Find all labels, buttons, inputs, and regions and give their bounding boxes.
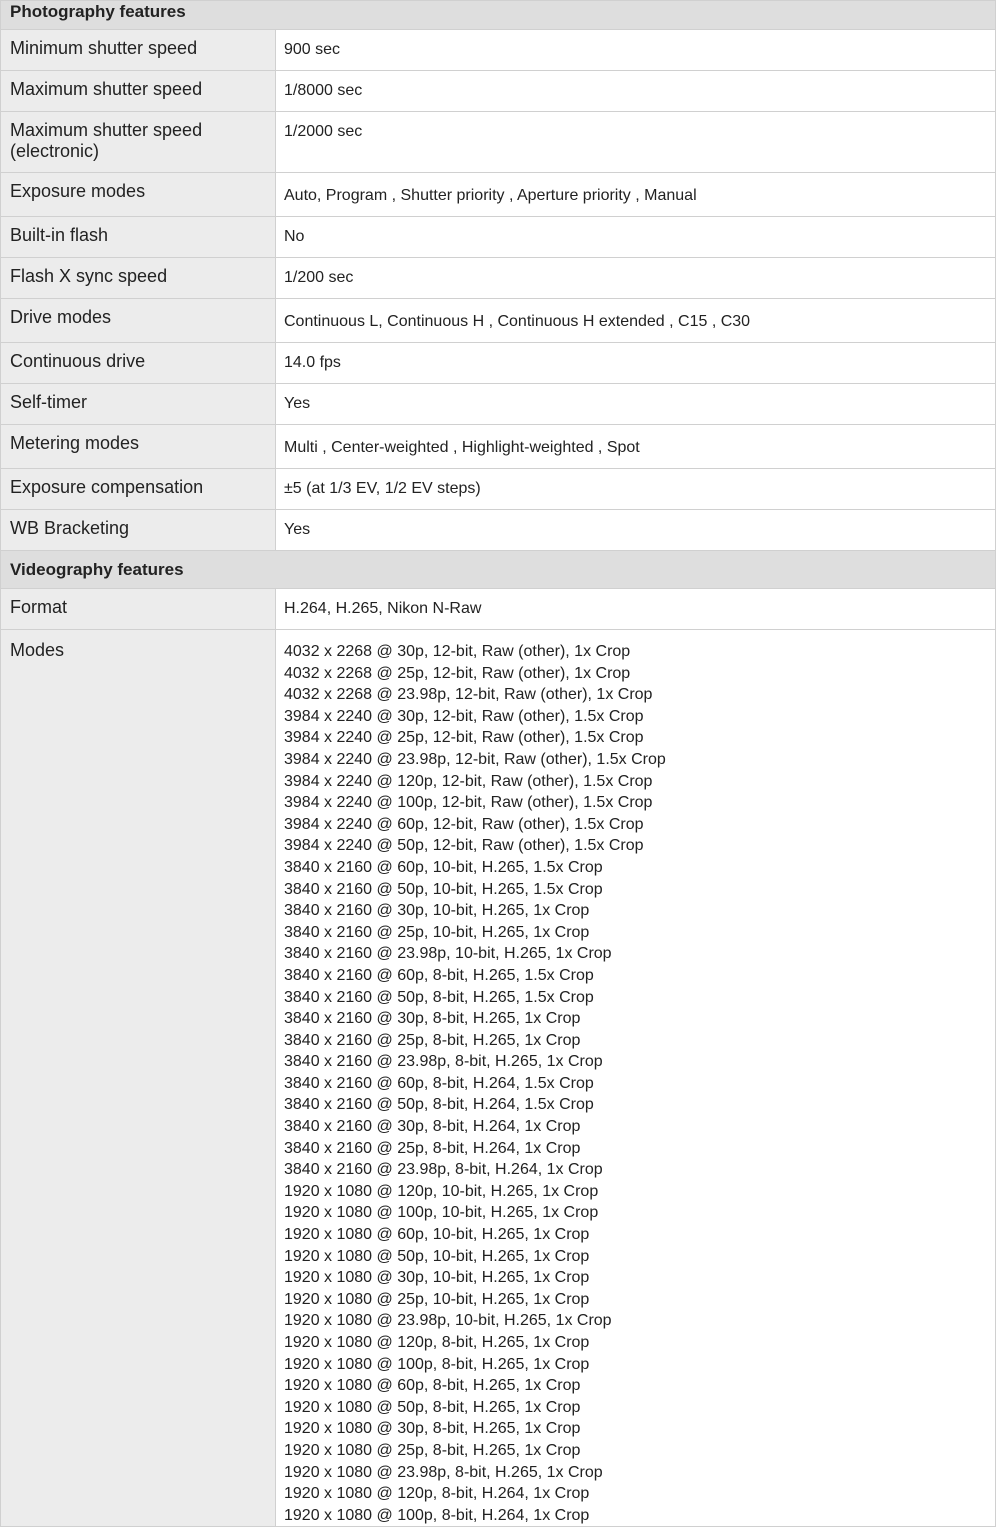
video-mode-item: 3984 x 2240 @ 50p, 12-bit, Raw (other), 1.5x Crop xyxy=(284,837,644,855)
video-mode-item: 4032 x 2268 @ 30p, 12-bit, Raw (other), 1x Crop xyxy=(284,643,631,660)
video-mode-item: 3840 x 2160 @ 30p, 10-bit, H.265, 1x Crop xyxy=(284,902,590,920)
video-mode-item: 1920 x 1080 @ 25p, 8-bit, H.265, 1x Crop xyxy=(284,1441,581,1459)
video-mode-item: 1920 x 1080 @ 30p, 8-bit, H.265, 1x Crop xyxy=(284,1420,581,1438)
video-mode-item: 3984 x 2240 @ 25p, 12-bit, Raw (other), 1.5x Crop xyxy=(284,729,644,747)
video-mode-item: 3840 x 2160 @ 30p, 8-bit, H.265, 1x Crop xyxy=(284,1010,581,1028)
section-header-photography xyxy=(1,1,996,30)
section-title-photography: Photography features xyxy=(1,1,996,30)
video-modes-list xyxy=(284,630,987,1526)
spec-row-max-shutter-electronic xyxy=(1,112,996,173)
spec-value: Yes xyxy=(276,510,996,551)
spec-row-format xyxy=(1,589,996,630)
spec-value: No xyxy=(276,217,996,258)
spec-label: Exposure modes xyxy=(1,173,276,217)
spec-row-continuous-drive xyxy=(1,343,996,384)
spec-value: 900 sec xyxy=(276,30,996,71)
spec-value: Multi , Center-weighted , Highlight-weighted , Spot xyxy=(276,425,996,469)
spec-label: Continuous drive xyxy=(1,343,276,384)
spec-value: Auto, Program , Shutter priority , Aperture priority , Manual xyxy=(276,173,996,217)
video-mode-item: 3840 x 2160 @ 60p, 8-bit, H.264, 1.5x Crop xyxy=(284,1074,594,1092)
spec-row-max-shutter xyxy=(1,71,996,112)
video-mode-item: 3840 x 2160 @ 25p, 8-bit, H.265, 1x Crop xyxy=(284,1031,581,1049)
spec-label: WB Bracketing xyxy=(1,510,276,551)
video-mode-item: 3840 x 2160 @ 25p, 10-bit, H.265, 1x Crop xyxy=(284,923,590,941)
spec-value: ±5 (at 1/3 EV, 1/2 EV steps) xyxy=(276,469,996,510)
spec-value-modes xyxy=(276,630,996,1527)
spec-value: Yes xyxy=(276,384,996,425)
video-mode-item: 3840 x 2160 @ 30p, 8-bit, H.264, 1x Crop xyxy=(284,1118,581,1136)
video-mode-item: 3984 x 2240 @ 120p, 12-bit, Raw (other), 1.5x Crop xyxy=(284,772,653,790)
spec-value: 1/2000 sec xyxy=(276,112,996,173)
video-mode-item: 3840 x 2160 @ 60p, 8-bit, H.265, 1.5x Crop xyxy=(284,966,594,984)
video-mode-item: 3840 x 2160 @ 50p, 10-bit, H.265, 1.5x Crop xyxy=(284,880,603,898)
spec-label: Exposure compensation xyxy=(1,469,276,510)
video-mode-item: 3840 x 2160 @ 25p, 8-bit, H.264, 1x Crop xyxy=(284,1139,581,1157)
spec-value: Continuous L, Continuous H , Continuous H extended , C15 , C30 xyxy=(276,299,996,343)
video-mode-item: 3840 x 2160 @ 50p, 8-bit, H.264, 1.5x Crop xyxy=(284,1096,594,1114)
section-title-videography: Videography features xyxy=(1,551,996,589)
video-mode-item: 1920 x 1080 @ 60p, 10-bit, H.265, 1x Crop xyxy=(284,1226,590,1244)
video-mode-item: 1920 x 1080 @ 120p, 8-bit, H.265, 1x Crop xyxy=(284,1334,590,1351)
video-mode-item: 4032 x 2268 @ 25p, 12-bit, Raw (other), 1x Crop xyxy=(284,664,631,682)
video-mode-item: 3984 x 2240 @ 100p, 12-bit, Raw (other), 1.5x Crop xyxy=(284,794,653,812)
video-mode-item: 1920 x 1080 @ 30p, 10-bit, H.265, 1x Crop xyxy=(284,1269,590,1287)
video-mode-item: 3840 x 2160 @ 60p, 10-bit, H.265, 1.5x Crop xyxy=(284,858,603,876)
video-mode-item: 1920 x 1080 @ 25p, 10-bit, H.265, 1x Crop xyxy=(284,1290,590,1308)
spec-value: 1/200 sec xyxy=(276,258,996,299)
spec-label: Maximum shutter speed (electronic) xyxy=(1,112,276,173)
spec-row-wb-bracketing xyxy=(1,510,996,551)
video-mode-item: 3984 x 2240 @ 30p, 12-bit, Raw (other), 1.5x Crop xyxy=(284,707,644,725)
spec-row-metering-modes xyxy=(1,425,996,469)
video-mode-item: 1920 x 1080 @ 50p, 8-bit, H.265, 1x Crop xyxy=(284,1398,581,1416)
spec-label: Metering modes xyxy=(1,425,276,469)
spec-value: 14.0 fps xyxy=(276,343,996,384)
spec-row-flash-sync xyxy=(1,258,996,299)
spec-label: Self-timer xyxy=(1,384,276,425)
spec-row-modes xyxy=(1,630,996,1527)
spec-label: Minimum shutter speed xyxy=(1,30,276,71)
video-mode-item: 3840 x 2160 @ 23.98p, 10-bit, H.265, 1x Crop xyxy=(284,945,612,963)
spec-row-drive-modes xyxy=(1,299,996,343)
spec-label: Format xyxy=(1,589,276,630)
video-mode-item: 1920 x 1080 @ 23.98p, 8-bit, H.265, 1x Crop xyxy=(284,1463,603,1481)
video-mode-item: 1920 x 1080 @ 23.98p, 10-bit, H.265, 1x Crop xyxy=(284,1312,612,1330)
video-mode-item: 3840 x 2160 @ 23.98p, 8-bit, H.265, 1x Crop xyxy=(284,1053,603,1071)
spec-row-exposure-modes xyxy=(1,173,996,217)
spec-label: Flash X sync speed xyxy=(1,258,276,299)
video-mode-item: 1920 x 1080 @ 100p, 8-bit, H.265, 1x Crop xyxy=(284,1355,590,1373)
video-mode-item: 3840 x 2160 @ 50p, 8-bit, H.265, 1.5x Crop xyxy=(284,988,594,1006)
video-mode-item: 4032 x 2268 @ 23.98p, 12-bit, Raw (other), 1x Crop xyxy=(284,686,653,704)
video-mode-item: 1920 x 1080 @ 50p, 10-bit, H.265, 1x Crop xyxy=(284,1247,590,1265)
video-mode-item: 1920 x 1080 @ 100p, 8-bit, H.264, 1x Crop xyxy=(284,1506,590,1524)
spec-row-min-shutter xyxy=(1,30,996,71)
section-header-videography xyxy=(1,551,996,589)
spec-row-self-timer xyxy=(1,384,996,425)
spec-value: H.264, H.265, Nikon N-Raw xyxy=(276,589,996,630)
spec-row-built-in-flash xyxy=(1,217,996,258)
spec-label: Maximum shutter speed xyxy=(1,71,276,112)
video-mode-item: 1920 x 1080 @ 120p, 8-bit, H.264, 1x Crop xyxy=(284,1485,590,1503)
video-mode-item: 3984 x 2240 @ 60p, 12-bit, Raw (other), 1.5x Crop xyxy=(284,815,644,833)
spec-label: Built-in flash xyxy=(1,217,276,258)
spec-value: 1/8000 sec xyxy=(276,71,996,112)
spec-label: Drive modes xyxy=(1,299,276,343)
video-mode-item: 3984 x 2240 @ 23.98p, 12-bit, Raw (other), 1.5x Crop xyxy=(284,750,666,768)
video-mode-item: 1920 x 1080 @ 60p, 8-bit, H.265, 1x Crop xyxy=(284,1377,581,1395)
video-mode-item: 1920 x 1080 @ 100p, 10-bit, H.265, 1x Crop xyxy=(284,1204,599,1222)
spec-row-exposure-compensation xyxy=(1,469,996,510)
video-mode-item: 1920 x 1080 @ 120p, 10-bit, H.265, 1x Crop xyxy=(284,1182,599,1200)
spec-label: Modes xyxy=(1,630,276,1527)
video-mode-item: 3840 x 2160 @ 23.98p, 8-bit, H.264, 1x Crop xyxy=(284,1161,603,1179)
